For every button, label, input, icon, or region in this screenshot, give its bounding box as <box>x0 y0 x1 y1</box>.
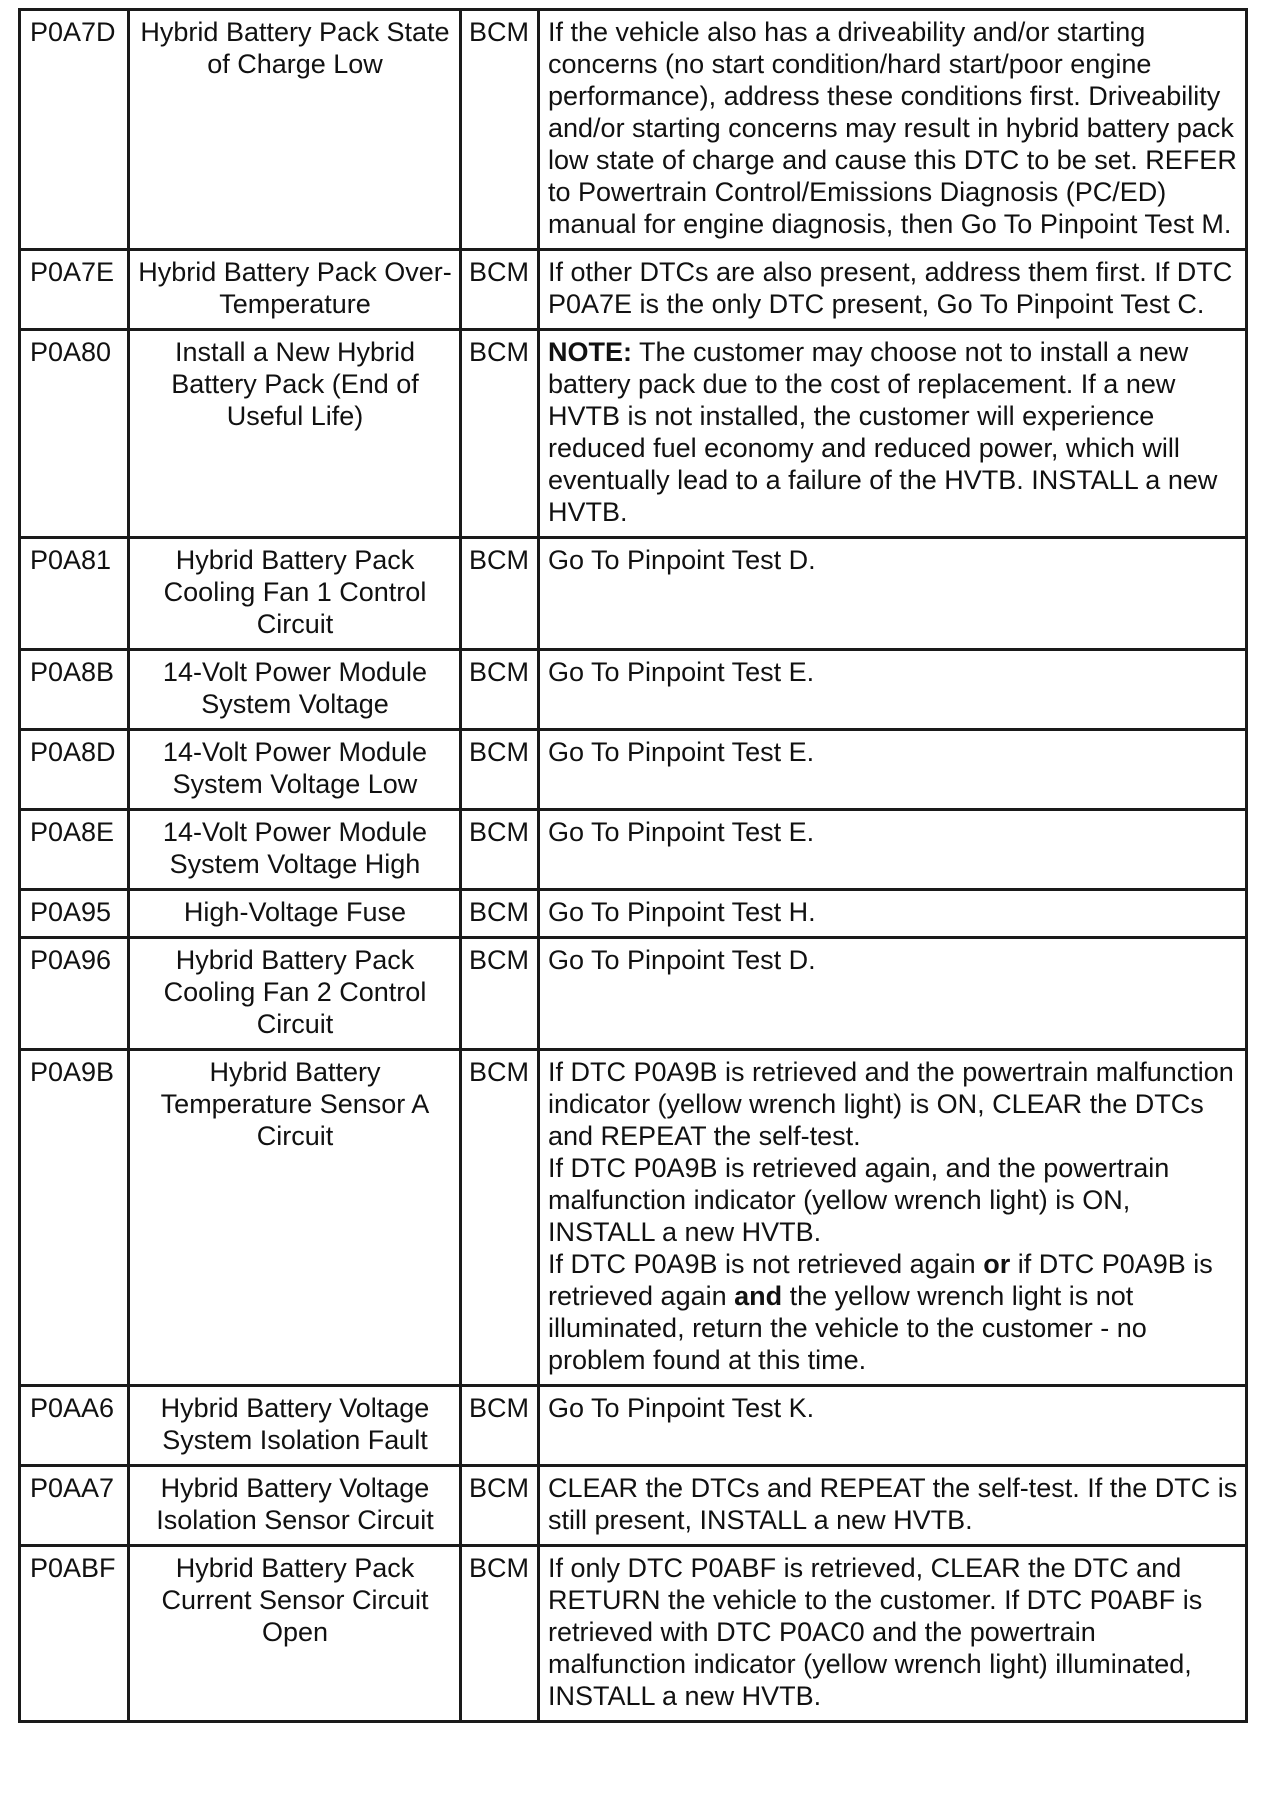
table-row <box>20 250 1247 330</box>
dtc-code-cell: P0A9B <box>20 1050 129 1386</box>
action-text: Go To Pinpoint Test D. <box>548 545 816 575</box>
dtc-code-cell: P0ABF <box>20 1546 129 1722</box>
dtc-action-cell <box>539 250 1247 330</box>
table-row <box>20 1546 1247 1722</box>
dtc-description-cell: Hybrid Battery Voltage Isolation Sensor Circuit <box>129 1466 461 1546</box>
action-paragraph <box>548 1392 1241 1424</box>
action-paragraph <box>548 544 1241 576</box>
action-text: Go To Pinpoint Test K. <box>548 1393 815 1423</box>
table-row <box>20 10 1247 250</box>
dtc-module-cell: BCM <box>461 10 539 250</box>
dtc-code-cell: P0A8E <box>20 810 129 890</box>
action-paragraph <box>548 816 1241 848</box>
dtc-action-cell <box>539 1386 1247 1466</box>
action-paragraph <box>548 256 1241 320</box>
table-row <box>20 1050 1247 1386</box>
table-row <box>20 730 1247 810</box>
dtc-action-cell <box>539 538 1247 650</box>
action-paragraph <box>548 1056 1241 1152</box>
dtc-action-cell <box>539 1546 1247 1722</box>
action-emphasis: and <box>734 1281 783 1311</box>
action-text: If DTC P0A9B is retrieved again, and the powertrain malfunction indicator (yellow wrench light) is ON, INSTALL a new HVTB. <box>548 1153 1170 1247</box>
action-paragraph <box>548 1472 1241 1536</box>
action-paragraph <box>548 1152 1241 1248</box>
dtc-module-cell: BCM <box>461 1466 539 1546</box>
action-text: Go To Pinpoint Test H. <box>548 897 816 927</box>
table-row <box>20 1466 1247 1546</box>
dtc-code-cell: P0A7E <box>20 250 129 330</box>
table-row <box>20 890 1247 938</box>
dtc-description-cell: Hybrid Battery Pack Cooling Fan 1 Control Circuit <box>129 538 461 650</box>
dtc-code-cell: P0AA7 <box>20 1466 129 1546</box>
dtc-code-cell: P0AA6 <box>20 1386 129 1466</box>
action-text: CLEAR the DTCs and REPEAT the self-test. If the DTC is still present, INSTALL a new HVTB. <box>548 1473 1238 1535</box>
dtc-module-cell: BCM <box>461 1386 539 1466</box>
action-text: If DTC P0A9B is retrieved and the powertrain malfunction indicator (yellow wrench light) is ON, CLEAR the DTCs and REPEAT the self-test. <box>548 1057 1234 1151</box>
action-text: Go To Pinpoint Test E. <box>548 657 815 687</box>
dtc-table-body <box>20 10 1247 1722</box>
table-row <box>20 938 1247 1050</box>
dtc-module-cell: BCM <box>461 538 539 650</box>
dtc-action-cell <box>539 10 1247 250</box>
dtc-module-cell: BCM <box>461 730 539 810</box>
action-text: Go To Pinpoint Test D. <box>548 945 816 975</box>
dtc-description-cell: Install a New Hybrid Battery Pack (End of Useful Life) <box>129 330 461 538</box>
dtc-description-cell: High-Voltage Fuse <box>129 890 461 938</box>
action-paragraph <box>548 1552 1241 1712</box>
action-text: If other DTCs are also present, address them first. If DTC P0A7E is the only DTC present, Go To Pinpoint Test C. <box>548 257 1233 319</box>
dtc-action-cell <box>539 1050 1247 1386</box>
dtc-action-cell <box>539 1466 1247 1546</box>
table-row <box>20 1386 1247 1466</box>
action-paragraph <box>548 336 1241 528</box>
dtc-description-cell: Hybrid Battery Pack Over-Temperature <box>129 250 461 330</box>
action-text: If the vehicle also has a driveability and/or starting concerns (no start condition/hard start/poor engine performance), address these conditions first. Driveability and/or starting concerns may result in hybrid battery pack low state of charge and cause this DTC to be set. REFER to Powertrain Control/Emissions Diagnosis (PC/ED) manual for engine diagnosis, then Go To Pinpoint Test M. <box>548 17 1237 239</box>
action-text: Go To Pinpoint Test E. <box>548 737 815 767</box>
action-paragraph <box>548 656 1241 688</box>
dtc-module-cell: BCM <box>461 938 539 1050</box>
dtc-action-cell <box>539 330 1247 538</box>
dtc-description-cell: Hybrid Battery Pack State of Charge Low <box>129 10 461 250</box>
dtc-code-cell: P0A80 <box>20 330 129 538</box>
action-paragraph <box>548 896 1241 928</box>
action-emphasis: or <box>983 1249 1011 1279</box>
action-text: The customer may choose not to install a new battery pack due to the cost of replacement. If a new HVTB is not installed, the customer will experience reduced fuel economy and reduced power, which will eventually lead to a failure of the HVTB. INSTALL a new HVTB. <box>548 337 1218 527</box>
action-text: if DTC P0A9B is retrieved again <box>548 1249 1213 1311</box>
action-paragraph <box>548 944 1241 976</box>
dtc-description-cell: Hybrid Battery Voltage System Isolation Fault <box>129 1386 461 1466</box>
dtc-module-cell: BCM <box>461 650 539 730</box>
dtc-table <box>18 8 1248 1723</box>
table-row <box>20 650 1247 730</box>
dtc-description-cell: 14-Volt Power Module System Voltage High <box>129 810 461 890</box>
dtc-code-cell: P0A96 <box>20 938 129 1050</box>
action-text: Go To Pinpoint Test E. <box>548 817 815 847</box>
dtc-code-cell: P0A81 <box>20 538 129 650</box>
dtc-code-cell: P0A8B <box>20 650 129 730</box>
dtc-description-cell: Hybrid Battery Pack Current Sensor Circuit Open <box>129 1546 461 1722</box>
dtc-code-cell: P0A95 <box>20 890 129 938</box>
dtc-module-cell: BCM <box>461 890 539 938</box>
dtc-module-cell: BCM <box>461 330 539 538</box>
dtc-module-cell: BCM <box>461 1050 539 1386</box>
dtc-action-cell <box>539 650 1247 730</box>
action-text: If only DTC P0ABF is retrieved, CLEAR the DTC and RETURN the vehicle to the customer. If DTC P0ABF is retrieved with DTC P0AC0 and the powertrain malfunction indicator (yellow wrench light) illuminated, INSTALL a new HVTB. <box>548 1553 1203 1711</box>
dtc-module-cell: BCM <box>461 810 539 890</box>
action-emphasis: NOTE: <box>548 337 632 367</box>
dtc-module-cell: BCM <box>461 250 539 330</box>
dtc-action-cell <box>539 938 1247 1050</box>
action-paragraph <box>548 16 1241 240</box>
dtc-description-cell: Hybrid Battery Temperature Sensor A Circuit <box>129 1050 461 1386</box>
table-row <box>20 810 1247 890</box>
dtc-action-cell <box>539 730 1247 810</box>
dtc-action-cell <box>539 810 1247 890</box>
dtc-description-cell: 14-Volt Power Module System Voltage <box>129 650 461 730</box>
dtc-description-cell: Hybrid Battery Pack Cooling Fan 2 Control Circuit <box>129 938 461 1050</box>
dtc-code-cell: P0A7D <box>20 10 129 250</box>
table-row <box>20 330 1247 538</box>
action-paragraph <box>548 736 1241 768</box>
dtc-code-cell: P0A8D <box>20 730 129 810</box>
action-text: the yellow wrench light is not illuminated, return the vehicle to the customer - no problem found at this time. <box>548 1281 1147 1375</box>
table-row <box>20 538 1247 650</box>
action-text: If DTC P0A9B is not retrieved again <box>548 1249 984 1279</box>
action-paragraph <box>548 1248 1241 1376</box>
dtc-action-cell <box>539 890 1247 938</box>
dtc-module-cell: BCM <box>461 1546 539 1722</box>
dtc-description-cell: 14-Volt Power Module System Voltage Low <box>129 730 461 810</box>
